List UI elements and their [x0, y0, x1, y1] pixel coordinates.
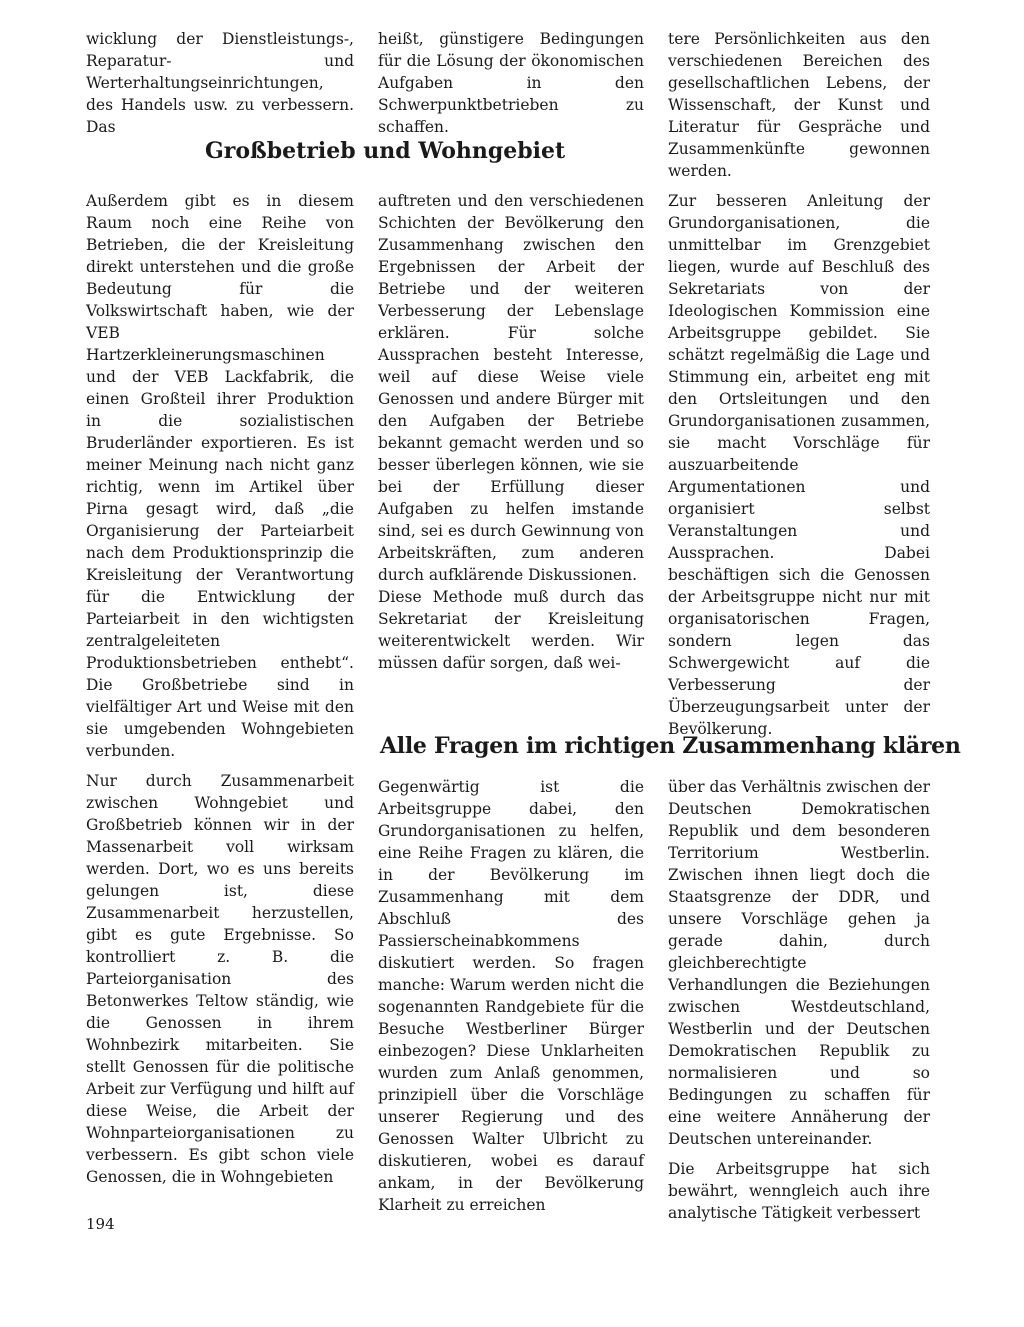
paragraph: Außerdem gibt es in diesem Raum noch eine Reihe von Betrieben, die der Kreisleitung direkt unterstehen und die große Bedeutung für die Volkswirtschaft haben, wie der VEB Hartzerkleinerungsmaschinen und der VEB Lackfabrik, die einen Großteil ihrer Produktion in die sozialistischen Bruderländer exportieren. Es ist meiner Meinung nach nicht ganz richtig, wenn im Artikel über Pirna gesagt wird, daß „die Organisierung der Parteiarbeit nach dem Produktionsprinzip die Kreisleitung der Verantwortung für die Entwicklung der Parteiarbeit in den wichtigsten zentralgeleiteten Produktionsbetrieben enthebt“. Die Großbetriebe sind in vielfältiger Art und Weise mit den sie umgebenden Wohngebieten verbunden. — [86, 192, 354, 760]
section-heading-alle-fragen: Alle Fragen im richtigen Zusammenhang klären — [380, 733, 961, 759]
right-column-upper — [668, 190, 930, 740]
paragraph: Die Arbeitsgruppe hat sich bewährt, wenngleich auch ihre analytische Tätigkeit verbessert — [668, 1160, 930, 1222]
paragraph: über das Verhältnis zwischen der Deutschen Demokratischen Republik und dem besonderen Territorium Westberlin. Zwischen ihnen liegt doch die Staatsgrenze der DDR, und unsere Vorschläge gehen ja gerade dahin, durch gleichberechtigte Verhandlungen die Beziehungen zwischen Westdeutschland, Westberlin und der Deutschen Demokratischen Republik zu normalisieren und so Bedingungen zu schaffen für eine weitere Annäherung der Deutschen untereinander. — [668, 778, 930, 1148]
paragraph: Diese Methode muß durch das Sekretariat der Kreisleitung weiterentwickelt werden. Wir müssen dafür sorgen, daß wei- — [378, 588, 644, 672]
paragraph: tere Persönlichkeiten aus den verschiedenen Bereichen des gesellschaftlichen Lebens, der Wissenschaft, der Kunst und Literatur für Gespräche und Zusammenkünfte gewonnen werden. — [668, 30, 930, 180]
top-column-3 — [668, 28, 930, 182]
left-column — [86, 190, 354, 1188]
middle-column-upper — [378, 190, 644, 674]
paragraph: heißt, günstigere Bedingungen für die Lösung der ökonomischen Aufgaben in den Schwerpunktbetrieben zu schaffen. — [378, 30, 644, 136]
paragraph: Gegenwärtig ist die Arbeitsgruppe dabei, den Grundorganisationen zu helfen, eine Reihe Fragen zu klären, die in der Bevölkerung im Zusammenhang mit dem Abschluß des Passierscheinabkommens diskutiert werden. So fragen manche: Warum werden nicht die sogenannten Randgebiete für die Besuche Westberliner Bürger einbezogen? Diese Unklarheiten wurden zum Anlaß genommen, prinzipiell über die Vorschläge unserer Regierung und des Genossen Walter Ulbricht zu diskutieren, wobei es darauf ankam, in der Bevölkerung Klarheit zu erreichen — [378, 778, 644, 1214]
page-number: 194 — [86, 1215, 115, 1233]
right-column-lower — [668, 776, 930, 1224]
paragraph: Nur durch Zusammenarbeit zwischen Wohngebiet und Großbetrieb können wir in der Massenarbeit voll wirksam werden. Dort, wo es uns bereits gelungen ist, diese Zusammenarbeit herzustellen, gibt es gute Ergebnisse. So kontrolliert z. B. die Parteiorganisation des Betonwerkes Teltow ständig, wie die Genossen in ihrem Wohnbezirk mitarbeiten. Sie stellt Genossen für die politische Arbeit zur Verfügung und hilft auf diese Weise, die Arbeit der Wohnparteiorganisationen zu verbessern. Es gibt schon viele Genossen, die in Wohngebieten — [86, 772, 354, 1186]
section-heading-grossbetrieb: Großbetrieb und Wohngebiet — [205, 138, 566, 164]
top-column-1 — [86, 28, 354, 138]
paragraph: Zur besseren Anleitung der Grundorganisationen, die unmittelbar im Grenzgebiet liegen, wurde auf Beschluß des Sekretariats von der Ideologischen Kommission eine Arbeitsgruppe gebildet. Sie schätzt regelmäßig die Lage und Stimmung ein, arbeitet eng mit den Ortsleitungen und den Grundorganisationen zusammen, sie macht Vorschläge für auszuarbeitende Argumentationen und organisiert selbst Veranstaltungen und Aussprachen. Dabei beschäftigen sich die Genossen der Arbeitsgruppe nicht nur mit organisatorischen Fragen, sondern legen das Schwergewicht auf die Verbesserung der Überzeugungsarbeit unter der Bevölkerung. — [668, 192, 930, 738]
middle-column-lower — [378, 776, 644, 1216]
paragraph: wicklung der Dienstleistungs-, Reparatur- und Werterhaltungseinrichtungen, des Handels usw. zu verbessern. Das — [86, 30, 354, 136]
top-column-2 — [378, 28, 644, 138]
paragraph: auftreten und den verschiedenen Schichten der Bevölkerung den Zusammenhang zwischen den Ergebnissen der Arbeit der Betriebe und der weiteren Verbesserung der Lebenslage erklären. Für solche Aussprachen besteht Interesse, weil auf diese Weise viele Genossen und andere Bürger mit den Aufgaben der Betriebe bekannt gemacht werden und so besser überlegen können, wie sie bei der Erfüllung dieser Aufgaben zu helfen imstande sind, sei es durch Gewinnung von Arbeitskräften, zum anderen durch aufklärende Diskussionen. — [378, 192, 644, 584]
